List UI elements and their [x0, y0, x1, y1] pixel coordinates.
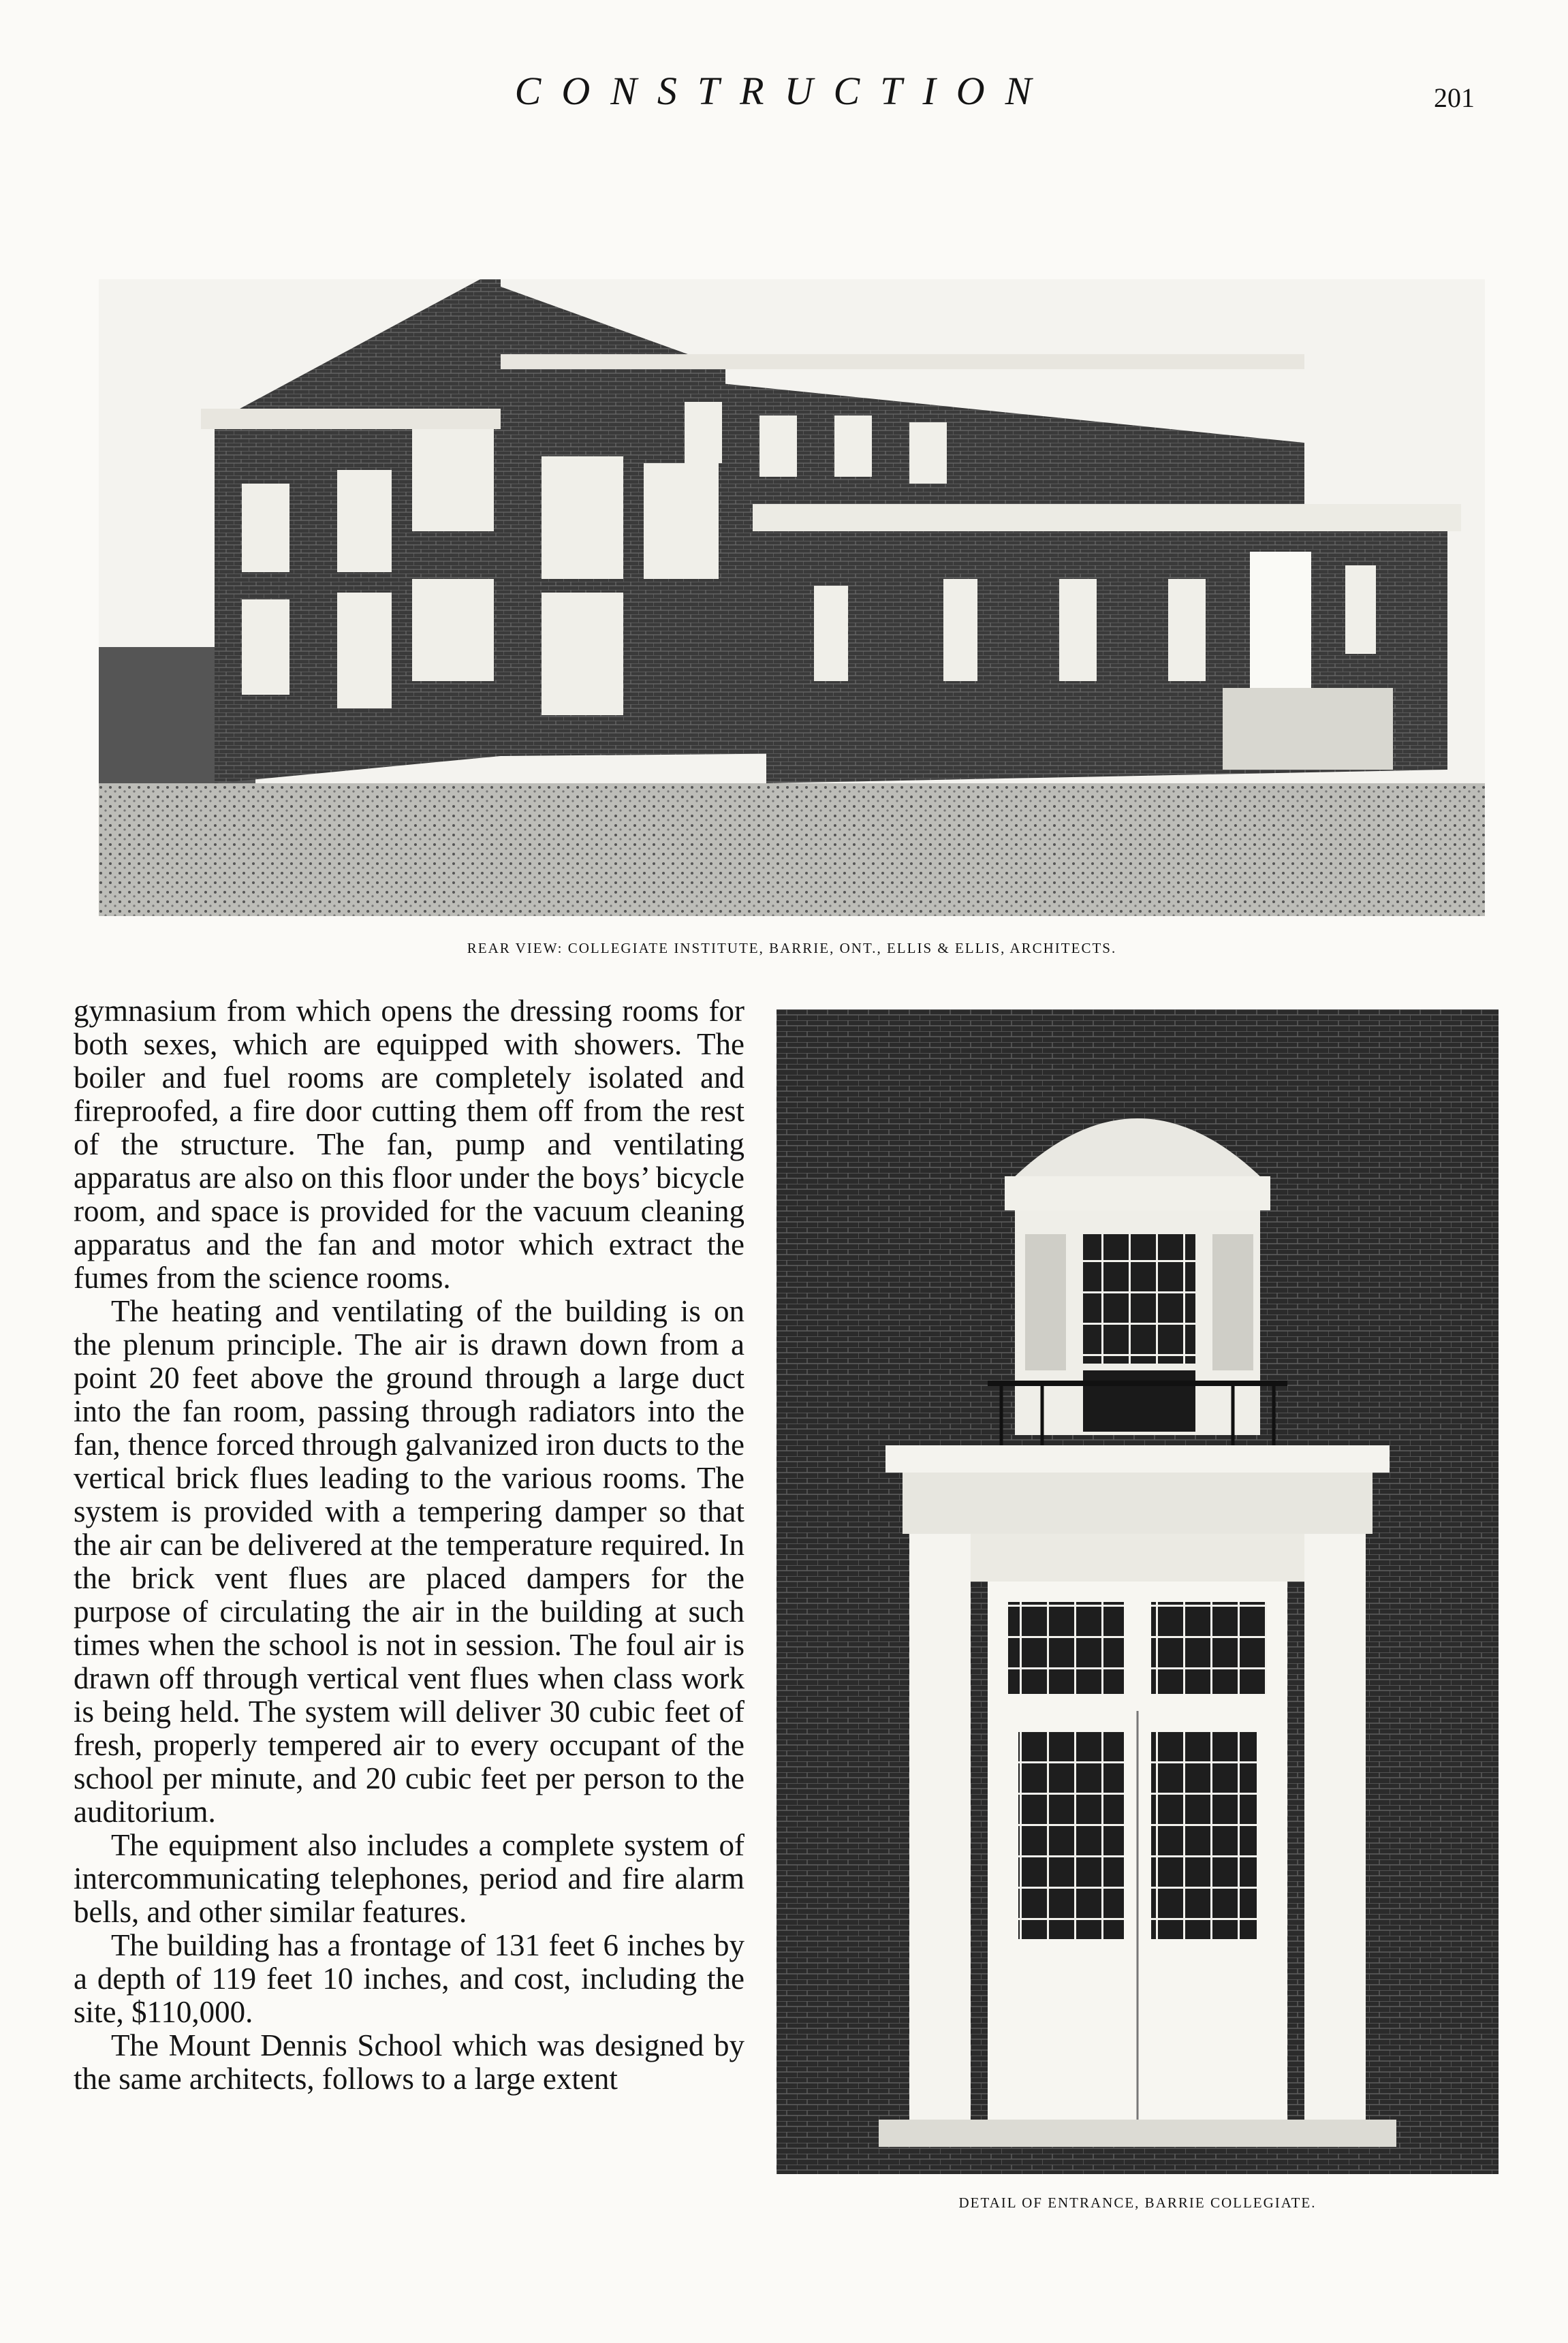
article-paragraph: The equipment also includes a complete system of intercommunicating telephones, period and fire alarm bells, and other similar features.: [74, 1828, 744, 1929]
page-number: 201: [1434, 82, 1475, 113]
article-paragraph: The building has a frontage of 131 feet 6 inches by a depth of 119 feet 10 inches, and cost, including the site, $110,000.: [74, 1928, 744, 2029]
article-paragraph: The heating and ventilating of the building is on the plenum principle. The air is drawn down from a point 20 feet above the ground through a large duct into the fan room, passing through radiators into the fan, thence forced through galvanized iron ducts to the vertical brick flues leading to the various rooms. The system is provided with a tempering damper so that the air can be delivered at the temperature required. In the brick vent flues are placed dampers for the purpose of circulating the air in the building at such times when the school is not in session. The foul air is drawn off through vertical vent flues when class work is being held. The system will deliver 30 cubic feet of fresh, properly tempered air to every occupant of the school per minute, and 20 cubic feet per person to the auditorium.: [74, 1294, 744, 1829]
article-body: [74, 994, 744, 2096]
rear-view-photo: [99, 279, 1485, 916]
article-paragraph: gymnasium from which opens the dressing rooms for both sexes, which are equipped with showers. The boiler and fuel rooms are completely isolated and fireproofed, a fire door cutting them off from the rest of the structure. The fan, pump and ventilating apparatus are also on this floor under the boys’ bicycle room, and space is provided for the vacuum cleaning apparatus and the fan and motor which extract the fumes from the science rooms.: [74, 994, 744, 1295]
entrance-detail-caption: DETAIL OF ENTRANCE, BARRIE COLLEGIATE.: [958, 2195, 1317, 2211]
article-paragraph: The Mount Dennis School which was designed by the same architects, follows to a large extent: [74, 2028, 744, 2096]
rear-view-caption: REAR VIEW: COLLEGIATE INSTITUTE, BARRIE, ONT., ELLIS & ELLIS, ARCHITECTS.: [467, 940, 1117, 956]
running-head: CONSTRUCTION: [514, 69, 1052, 113]
entrance-detail-photo: [777, 1009, 1499, 2174]
